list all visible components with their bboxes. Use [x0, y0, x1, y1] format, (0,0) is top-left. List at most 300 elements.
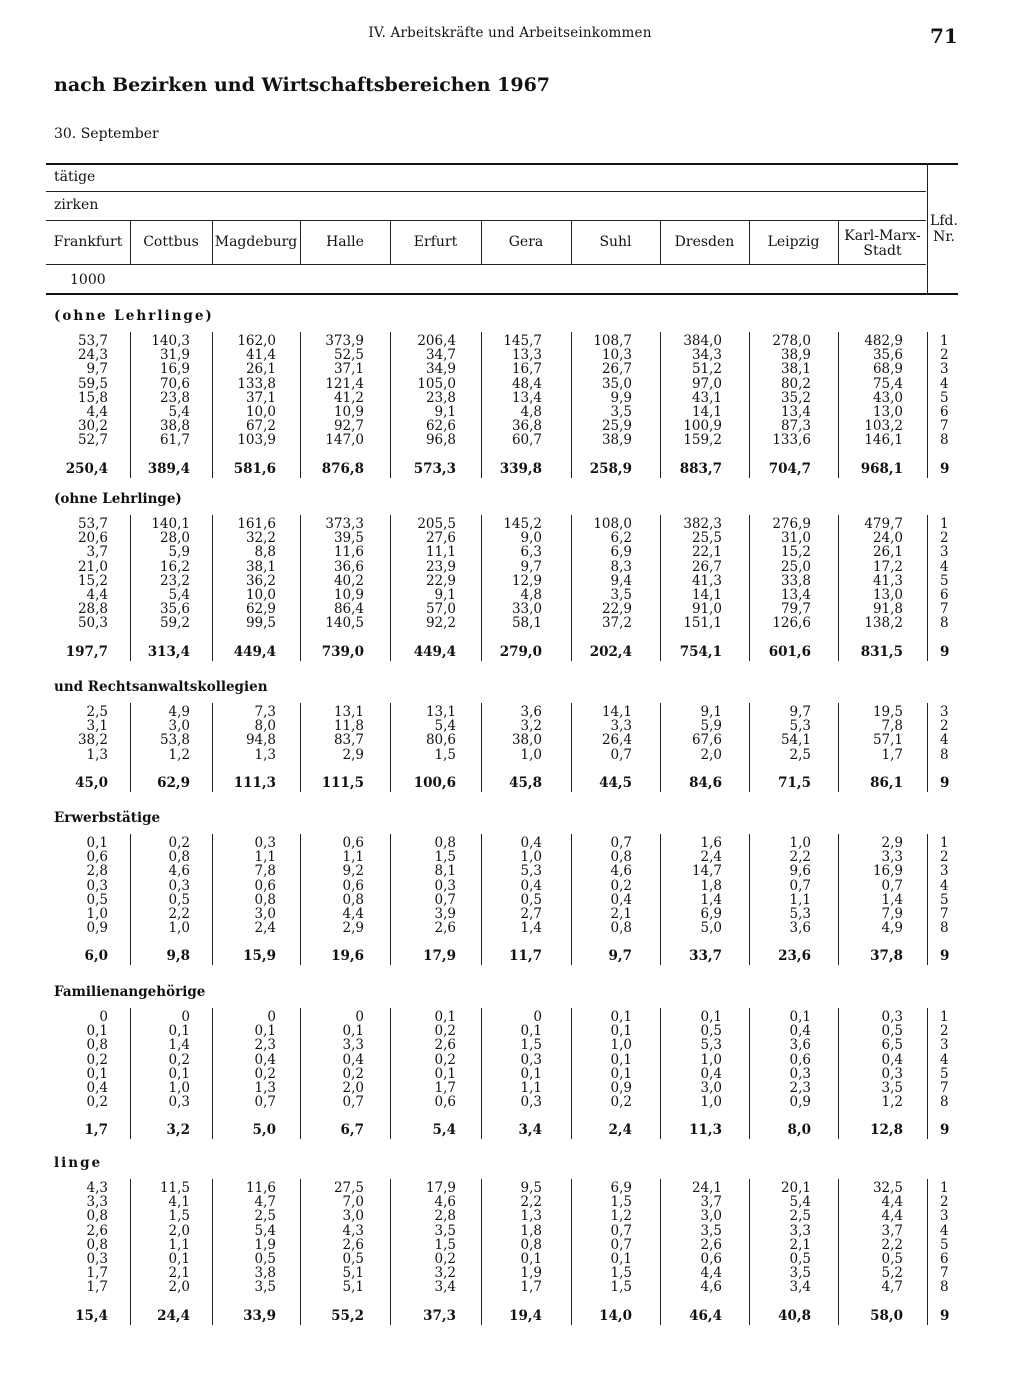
table-cell: 0,1	[168, 1065, 190, 1082]
table-cell: 0,1	[520, 1251, 542, 1267]
column-divider	[749, 703, 750, 792]
table-cell: 10,9	[333, 404, 364, 420]
table-cell: 5,4	[789, 1194, 811, 1211]
table-cell: 13,4	[780, 587, 811, 603]
total-row-number: 9	[940, 643, 950, 660]
table-cell: 35,0	[601, 375, 632, 392]
table-cell: 62,9	[245, 601, 276, 618]
column-divider	[571, 834, 572, 965]
table-cell: 13,0	[872, 404, 903, 420]
table-cell: 96,8	[425, 432, 456, 449]
total-cell: 33,9	[243, 1307, 276, 1324]
table-cell: 0,1	[86, 1065, 108, 1082]
total-cell: 449,4	[413, 643, 456, 660]
column-divider	[130, 332, 131, 478]
row-number: 3	[940, 704, 949, 720]
row-number: 5	[940, 572, 949, 589]
table-cell: 3,3	[342, 1037, 364, 1054]
table-cell: 39,5	[333, 530, 364, 547]
total-cell: 754,1	[679, 643, 722, 660]
row-number: 5	[940, 1236, 949, 1253]
table-cell: 38,8	[159, 418, 190, 435]
table-cell: 0,8	[168, 849, 190, 866]
table-cell: 23,9	[425, 558, 456, 575]
table-cell: 0,9	[610, 1080, 632, 1096]
row-number: 6	[940, 404, 949, 420]
total-row-number: 9	[940, 774, 950, 791]
column-divider	[212, 1008, 213, 1139]
table-cell: 2,3	[789, 1080, 811, 1096]
table-cell: 0,6	[254, 877, 276, 894]
table-cell: 86,4	[333, 601, 364, 618]
table-cell: 1,4	[881, 891, 903, 908]
table-cell: 5,3	[789, 718, 811, 735]
table-cell: 48,4	[511, 375, 542, 392]
table-cell: 2,2	[789, 849, 811, 866]
column-divider	[838, 703, 839, 792]
table-cell: 5,4	[434, 718, 456, 735]
table-cell: 1,7	[881, 746, 903, 763]
table-cell: 54,1	[780, 732, 811, 749]
total-row-number: 9	[940, 948, 950, 965]
table-cell: 382,3	[683, 516, 722, 532]
column-divider	[390, 1179, 391, 1325]
table-cell: 92,7	[333, 418, 364, 435]
table-cell: 41,4	[245, 347, 276, 364]
table-cell: 0,8	[86, 1208, 108, 1225]
table-cell: 0,3	[881, 1009, 903, 1025]
table-cell: 52,7	[77, 432, 108, 449]
table-cell: 58,1	[511, 615, 542, 632]
table-cell: 2,5	[86, 704, 108, 720]
column-divider	[212, 834, 213, 965]
column-divider	[660, 332, 661, 478]
lfd-divider	[927, 834, 928, 965]
table-cell: 8,3	[610, 558, 632, 575]
column-header: Erfurt	[413, 234, 458, 250]
table-cell: 2,5	[789, 746, 811, 763]
table-cell: 1,3	[254, 746, 276, 763]
row-number: 3	[940, 544, 949, 561]
table-cell: 0,7	[881, 877, 903, 894]
table-cell: 34,7	[425, 347, 456, 364]
table-cell: 0	[267, 1009, 276, 1025]
table-cell: 0,7	[254, 1094, 276, 1111]
table-cell: 2,1	[610, 906, 632, 922]
row-number: 4	[940, 558, 949, 575]
row-number: 4	[940, 732, 949, 749]
table-cell: 3,0	[700, 1080, 722, 1096]
table-cell: 108,7	[593, 333, 632, 349]
table-cell: 159,2	[683, 432, 722, 449]
table-cell: 22,9	[425, 572, 456, 589]
table-cell: 4,4	[700, 1265, 722, 1282]
table-cell: 1,0	[168, 920, 190, 937]
table-cell: 0,5	[789, 1251, 811, 1267]
table-cell: 32,2	[245, 530, 276, 547]
row-number: 7	[940, 418, 949, 435]
table-cell: 22,9	[601, 601, 632, 618]
table-cell: 1,7	[434, 1080, 456, 1096]
row-number: 7	[940, 1265, 949, 1282]
table-cell: 0,1	[610, 1065, 632, 1082]
table-cell: 13,4	[511, 389, 542, 406]
lfd-divider	[927, 332, 928, 478]
table-cell: 12,9	[511, 572, 542, 589]
table-cell: 5,9	[168, 544, 190, 561]
table-cell: 4,1	[168, 1194, 190, 1211]
column-divider	[838, 332, 839, 478]
table-cell: 4,3	[342, 1222, 364, 1239]
table-cell: 4,9	[168, 704, 190, 720]
table-cell: 67,2	[245, 418, 276, 435]
table-cell: 0,1	[610, 1023, 632, 1040]
table-cell: 0	[533, 1009, 542, 1025]
row-number: 2	[940, 1194, 949, 1211]
total-cell: 84,6	[689, 774, 722, 791]
table-cell: 0,8	[86, 1037, 108, 1054]
table-cell: 25,5	[691, 530, 722, 547]
table-cell: 0,1	[789, 1009, 811, 1025]
table-cell: 1,7	[520, 1279, 542, 1296]
total-cell: 23,6	[778, 948, 811, 965]
chapter-heading: IV. Arbeitskräfte und Arbeitseinkommen	[368, 25, 652, 41]
total-cell: 739,0	[321, 643, 364, 660]
table-cell: 16,2	[159, 558, 190, 575]
column-divider	[571, 1008, 572, 1139]
column-header: Gera	[508, 234, 544, 250]
table-cell: 206,4	[417, 333, 456, 349]
table-cell: 3,8	[254, 1265, 276, 1282]
table-cell: 4,6	[700, 1279, 722, 1296]
total-cell: 3,2	[166, 1122, 190, 1139]
table-cell: 15,8	[77, 389, 108, 406]
table-cell: 11,8	[333, 718, 364, 735]
table-cell: 50,3	[77, 615, 108, 632]
table-cell: 26,7	[691, 558, 722, 575]
table-cell: 3,0	[254, 906, 276, 922]
table-cell: 0,7	[789, 877, 811, 894]
table-cell: 3,5	[700, 1222, 722, 1239]
column-divider	[212, 1179, 213, 1325]
table-cell: 3,3	[86, 1194, 108, 1211]
table-cell: 3,2	[520, 718, 542, 735]
table-cell: 5,3	[700, 1037, 722, 1054]
table-cell: 21,0	[77, 558, 108, 575]
total-cell: 197,7	[65, 643, 108, 660]
table-cell: 1,2	[610, 1208, 632, 1225]
total-row-number: 9	[940, 460, 950, 477]
row-number: 5	[940, 891, 949, 908]
table-cell: 0,4	[520, 877, 542, 894]
table-cell: 0,2	[168, 835, 190, 851]
row-number: 3	[940, 1037, 949, 1054]
table-cell: 0,3	[168, 1094, 190, 1111]
total-cell: 86,1	[870, 774, 903, 791]
table-cell: 6,9	[610, 544, 632, 561]
table-cell: 1,5	[434, 849, 456, 866]
table-cell: 2,9	[881, 835, 903, 851]
table-cell: 7,0	[342, 1194, 364, 1211]
table-cell: 14,1	[691, 587, 722, 603]
reference-date: 30. September	[54, 126, 159, 142]
table-cell: 7,3	[254, 704, 276, 720]
table-cell: 146,1	[864, 432, 903, 449]
total-row-number: 9	[940, 1122, 950, 1139]
table-cell: 59,2	[159, 615, 190, 632]
total-cell: 389,4	[147, 460, 190, 477]
total-cell: 111,3	[233, 774, 276, 791]
column-header: Halle	[326, 234, 364, 250]
total-cell: 202,4	[589, 643, 632, 660]
table-cell: 151,1	[683, 615, 722, 632]
total-cell: 37,8	[870, 948, 903, 965]
row-number: 3	[940, 361, 949, 378]
table-cell: 0,1	[86, 1023, 108, 1040]
table-cell: 1,5	[520, 1037, 542, 1054]
table-cell: 9,4	[610, 572, 632, 589]
table-cell: 2,6	[700, 1236, 722, 1253]
table-cell: 133,6	[772, 432, 811, 449]
row-number: 7	[940, 601, 949, 618]
table-cell: 278,0	[772, 333, 811, 349]
total-cell: 601,6	[768, 643, 811, 660]
table-cell: 38,0	[511, 732, 542, 749]
table-cell: 479,7	[864, 516, 903, 532]
table-cell: 25,9	[601, 418, 632, 435]
table-cell: 3,4	[434, 1279, 456, 1296]
table-cell: 92,2	[425, 615, 456, 632]
table-cell: 0,6	[700, 1251, 722, 1267]
table-cell: 0,4	[881, 1051, 903, 1068]
table-cell: 4,7	[881, 1279, 903, 1296]
column-header: Dresden	[674, 234, 735, 250]
table-cell: 1,3	[520, 1208, 542, 1225]
column-divider	[481, 703, 482, 792]
table-cell: 5,4	[254, 1222, 276, 1239]
column-divider	[749, 515, 750, 661]
table-cell: 24,3	[77, 347, 108, 364]
table-cell: 1,5	[610, 1194, 632, 1211]
row-number: 8	[940, 1279, 949, 1296]
row-number: 8	[940, 920, 949, 937]
table-cell: 26,7	[601, 361, 632, 378]
row-number: 6	[940, 1251, 949, 1267]
table-cell: 1,1	[789, 891, 811, 908]
table-cell: 121,4	[325, 375, 364, 392]
row-number: 5	[940, 1065, 949, 1082]
table-cell: 1,0	[789, 835, 811, 851]
table-cell: 126,6	[772, 615, 811, 632]
column-divider	[300, 834, 301, 965]
table-cell: 3,4	[789, 1279, 811, 1296]
table-cell: 53,8	[159, 732, 190, 749]
unit-label: 1000	[70, 272, 106, 288]
table-cell: 41,3	[872, 572, 903, 589]
total-cell: 581,6	[233, 460, 276, 477]
table-cell: 5,4	[168, 587, 190, 603]
table-cell: 1,4	[168, 1037, 190, 1054]
table-cell: 38,1	[780, 361, 811, 378]
table-cell: 4,3	[86, 1180, 108, 1196]
table-cell: 10,0	[245, 587, 276, 603]
table-cell: 1,0	[86, 906, 108, 922]
table-cell: 35,2	[780, 389, 811, 406]
table-cell: 2,3	[254, 1037, 276, 1054]
table-cell: 5,0	[700, 920, 722, 937]
table-cell: 2,0	[168, 1279, 190, 1296]
table-cell: 133,8	[237, 375, 276, 392]
table-cell: 24,1	[691, 1180, 722, 1196]
table-cell: 26,1	[872, 544, 903, 561]
lfd-divider	[927, 163, 928, 293]
table-cell: 0,5	[342, 1251, 364, 1267]
table-cell: 3,0	[700, 1208, 722, 1225]
table-cell: 23,8	[159, 389, 190, 406]
table-cell: 13,1	[425, 704, 456, 720]
table-cell: 14,1	[601, 704, 632, 720]
table-cell: 384,0	[683, 333, 722, 349]
table-cell: 17,9	[425, 1180, 456, 1196]
table-cell: 1,5	[610, 1279, 632, 1296]
table-cell: 162,0	[237, 333, 276, 349]
table-cell: 7,8	[881, 718, 903, 735]
table-cell: 6,9	[610, 1180, 632, 1196]
table-cell: 0,1	[610, 1251, 632, 1267]
table-cell: 6,3	[520, 544, 542, 561]
column-header: Cottbus	[143, 234, 199, 250]
table-cell: 87,3	[780, 418, 811, 435]
table-cell: 0,6	[789, 1051, 811, 1068]
table-cell: 0,2	[86, 1094, 108, 1111]
table-cell: 0,6	[86, 849, 108, 866]
table-cell: 0,8	[434, 835, 456, 851]
total-cell: 14,0	[599, 1307, 632, 1324]
table-cell: 1,5	[434, 1236, 456, 1253]
table-cell: 51,2	[691, 361, 722, 378]
total-cell: 883,7	[679, 460, 722, 477]
table-cell: 0,2	[168, 1051, 190, 1068]
table-cell: 35,6	[159, 601, 190, 618]
table-cell: 52,5	[333, 347, 364, 364]
table-cell: 2,0	[342, 1080, 364, 1096]
lfd-nr-header: Lfd. Nr.	[930, 213, 958, 245]
table-cell: 0,1	[342, 1023, 364, 1040]
table-cell: 0,4	[520, 835, 542, 851]
table-cell: 5,3	[520, 863, 542, 880]
table-cell: 1,8	[520, 1222, 542, 1239]
table-cell: 11,5	[159, 1180, 190, 1196]
total-cell: 573,3	[413, 460, 456, 477]
table-cell: 13,0	[872, 587, 903, 603]
table-cell: 1,2	[881, 1094, 903, 1111]
table-cell: 0,3	[520, 1094, 542, 1111]
column-header: Karl-Marx-Stadt	[844, 228, 921, 259]
table-cell: 22,1	[691, 544, 722, 561]
total-cell: 45,0	[75, 774, 108, 791]
table-cell: 31,0	[780, 530, 811, 547]
row-number: 7	[940, 906, 949, 922]
column-divider	[300, 332, 301, 478]
table-cell: 2,9	[342, 746, 364, 763]
row-number: 1	[940, 1009, 949, 1025]
table-cell: 9,7	[86, 361, 108, 378]
table-cell: 0,3	[86, 1251, 108, 1267]
table-cell: 0,1	[254, 1023, 276, 1040]
column-divider	[300, 515, 301, 661]
column-divider	[130, 834, 131, 965]
table-cell: 20,6	[77, 530, 108, 547]
table-cell: 0,8	[342, 891, 364, 908]
table-cell: 0,2	[434, 1051, 456, 1068]
table-cell: 2,2	[520, 1194, 542, 1211]
table-cell: 27,5	[333, 1180, 364, 1196]
table-cell: 3,9	[434, 906, 456, 922]
table-cell: 23,2	[159, 572, 190, 589]
table-cell: 38,9	[601, 432, 632, 449]
table-cell: 2,1	[789, 1236, 811, 1253]
table-cell: 2,6	[86, 1222, 108, 1239]
row-number: 1	[940, 835, 949, 851]
header-top-rule	[46, 163, 958, 165]
table-cell: 6,5	[881, 1037, 903, 1054]
total-cell: 40,8	[778, 1307, 811, 1324]
total-cell: 6,0	[84, 948, 108, 965]
total-cell: 258,9	[589, 460, 632, 477]
table-cell: 35,6	[872, 347, 903, 364]
row-number: 2	[940, 347, 949, 364]
column-divider	[571, 1179, 572, 1325]
total-cell: 33,7	[689, 948, 722, 965]
total-cell: 9,8	[166, 948, 190, 965]
table-cell: 0,6	[342, 877, 364, 894]
table-cell: 9,5	[520, 1180, 542, 1196]
row-number: 5	[940, 389, 949, 406]
table-cell: 0,2	[254, 1065, 276, 1082]
column-divider	[571, 515, 572, 661]
column-divider	[481, 515, 482, 661]
table-cell: 2,0	[700, 746, 722, 763]
table-cell: 4,4	[881, 1208, 903, 1225]
table-cell: 0,7	[434, 891, 456, 908]
table-cell: 1,3	[86, 746, 108, 763]
table-cell: 2,5	[789, 1208, 811, 1225]
page-title: nach Bezirken und Wirtschaftsbereichen 1967	[54, 74, 551, 96]
column-divider	[571, 703, 572, 792]
table-cell: 36,8	[511, 418, 542, 435]
table-cell: 5,1	[342, 1265, 364, 1282]
table-cell: 27,6	[425, 530, 456, 547]
column-divider	[749, 1179, 750, 1325]
table-cell: 26,1	[245, 361, 276, 378]
table-cell: 9,1	[434, 587, 456, 603]
table-cell: 0,4	[789, 1023, 811, 1040]
total-cell: 46,4	[689, 1307, 722, 1324]
table-cell: 0,1	[610, 1051, 632, 1068]
table-cell: 0,2	[434, 1251, 456, 1267]
table-cell: 11,6	[245, 1180, 276, 1196]
table-cell: 2,6	[434, 1037, 456, 1054]
row-number: 7	[940, 1080, 949, 1096]
row-number: 3	[940, 863, 949, 880]
table-cell: 100,9	[683, 418, 722, 435]
table-cell: 0,3	[168, 877, 190, 894]
table-cell: 1,0	[610, 1037, 632, 1054]
table-cell: 2,4	[700, 849, 722, 866]
table-cell: 140,3	[151, 333, 190, 349]
table-cell: 15,2	[780, 544, 811, 561]
table-cell: 10,9	[333, 587, 364, 603]
